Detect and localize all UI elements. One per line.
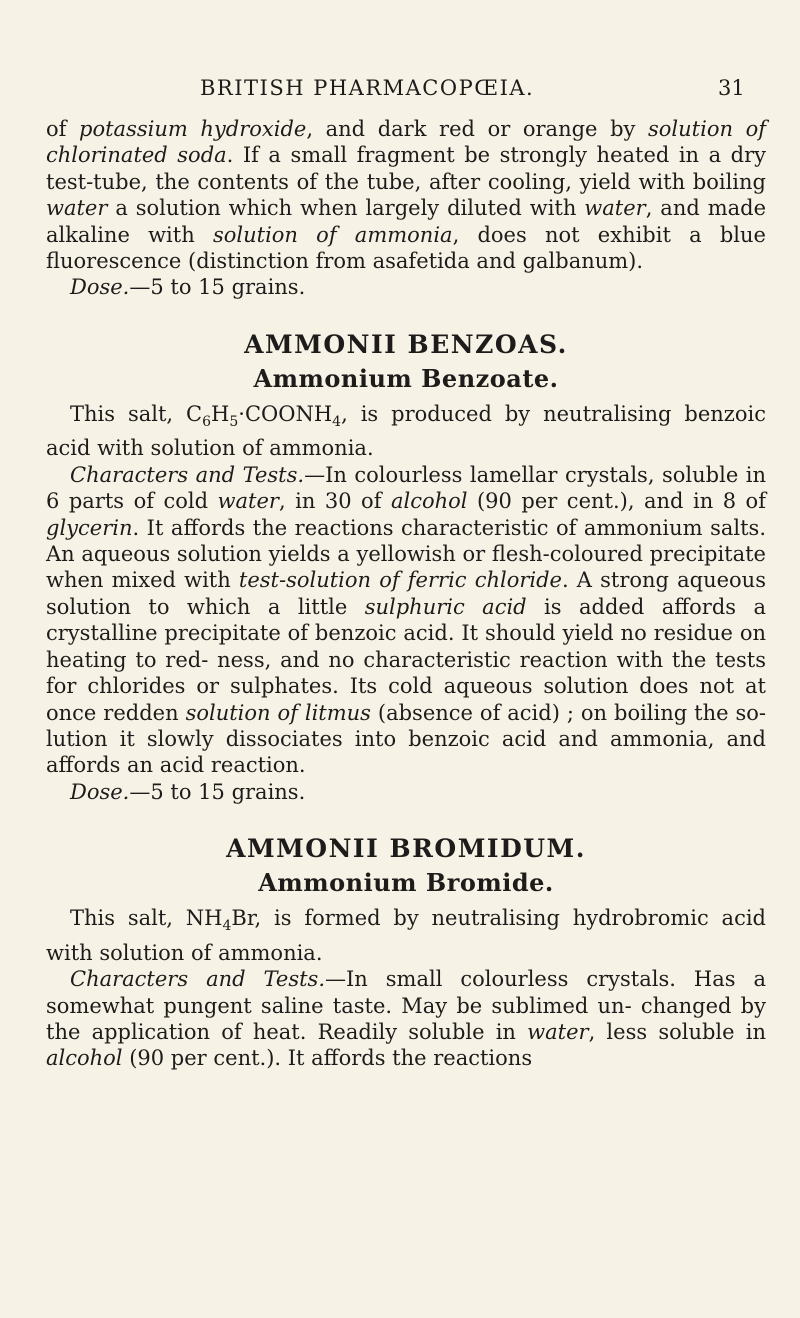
- dose-line: Dose.—5 to 15 grains.: [70, 779, 306, 804]
- italic-term: potassium hydroxide: [79, 117, 307, 141]
- formula-subscript: 4: [222, 918, 232, 935]
- monograph-english-title: Ammonium Benzoate.: [253, 363, 559, 393]
- formula-subscript: 6: [202, 414, 212, 431]
- italic-term: Characters and Tests.: [70, 967, 325, 992]
- dose-line: Dose.—5 to 15 grains.: [70, 275, 306, 300]
- italic-term: alcohol: [46, 1046, 123, 1071]
- paragraph-intro: of potassium hydroxide, and dark red or orange by solution of chlorinated soda. If a small fragment be strongly heated in a dry test-tube, the contents of the tube, after cooling, yield with boiling water a solution which when largely diluted with water, and made alkaline with solution of ammonia, does not exhibit a blue fluorescence (distinction from asafetida and galbanum).: [46, 117, 767, 274]
- italic-term: sulphuric acid: [364, 594, 527, 619]
- italic-term: water: [217, 489, 279, 514]
- monograph-english-title: Ammonium Bromide.: [258, 868, 554, 898]
- italic-term: Dose.: [70, 275, 130, 300]
- italic-term: water: [527, 1019, 589, 1044]
- monograph-latin-title: AMMONII BROMIDUM.: [226, 834, 586, 864]
- italic-term: test-solution of ferric chloride: [238, 568, 562, 593]
- page-number: 31: [718, 76, 745, 100]
- italic-term: Dose.: [70, 779, 130, 804]
- italic-term: water: [584, 196, 646, 221]
- paragraph-description: This salt, $NH_4Br$, is formed by neutralising hydrobromic acid with solution of ammonia.: [46, 906, 766, 965]
- formula-subscript: 5: [229, 414, 239, 431]
- page-body: [46, 116, 766, 1072]
- paragraph-description: This salt, $C_6H_5\cdot COONH_4$, is produced by neutralising benzoic acid with solution of ammonia.: [46, 401, 766, 461]
- formula-subscript: 4: [332, 414, 342, 431]
- monograph-latin-title: AMMONII BENZOAS.: [244, 329, 568, 359]
- paragraph-characters-tests: Characters and Tests.—In colourless lamellar crystals, soluble in 6 parts of cold water, in 30 of alcohol (90 per cent.), and in 8 of glycerin. It affords the reactions characteristic of ammonium salts. An aqueous solution yields a yellowish or flesh-coloured precipitate when mixed with test-solution of ferric chloride. A strong aqueous solution to which a little sulphuric acid is added affords a crystalline precipitate of benzoic acid. It should yield no residue on heating to red- ness, and no characteristic reaction with the tests for chlorides or sulphates. Its cold aqueous solution does not at once redden solution of litmus (absence of acid) ; on boiling the so- lution it slowly dissociates into benzoic acid and ammonia, and affords an acid reaction.: [46, 462, 766, 778]
- italic-term: Characters and Tests.: [70, 462, 305, 487]
- italic-term: solution of ammonia: [212, 222, 453, 247]
- paragraph-characters-tests: Characters and Tests.—In small colourless crystals. Has a somewhat pungent saline taste. May be sublimed un- changed by the application of heat. Readily soluble in water, less soluble in alcohol (90 per cent.). It affords the reactions: [46, 967, 766, 1071]
- italic-term: solution of litmus: [185, 700, 371, 725]
- header-title: BRITISH PHARMACOPŒIA.: [200, 76, 535, 100]
- italic-term: glycerin: [46, 515, 133, 540]
- italic-term: water: [46, 196, 108, 221]
- italic-term: alcohol: [390, 489, 468, 514]
- running-header: [0, 76, 800, 108]
- italic-term: solution of chlorinated soda: [46, 117, 767, 168]
